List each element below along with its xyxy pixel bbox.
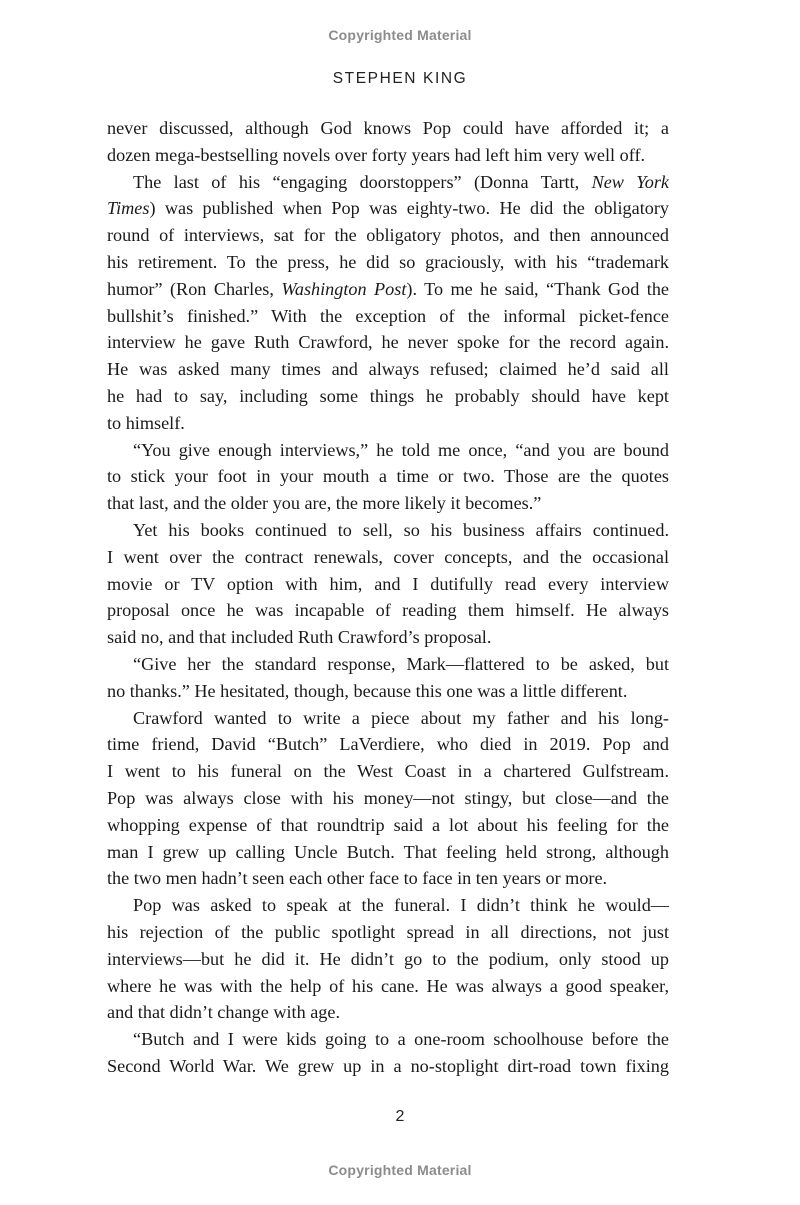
copyright-watermark-top: Copyrighted Material — [328, 27, 472, 43]
text-run: The last of his “engaging doorstoppers” (Donna Tartt, — [133, 171, 592, 192]
text-line: and that didn’t change with age. — [107, 1002, 341, 1023]
text-line: said no, and that included Ruth Crawford’s proposal. — [107, 627, 492, 648]
text-line: to himself. — [107, 412, 185, 433]
text-line: Crawford wanted to write a piece about my father and his long- — [133, 707, 669, 728]
text-line: bullshit’s finished.” With the exception of the informal picket-fence — [107, 305, 669, 326]
text-line — [107, 195, 669, 222]
italic-run: New York — [591, 171, 670, 192]
text-line: dozen mega-bestselling novels over forty years had left him very well off. — [107, 144, 646, 165]
text-line: he had to say, including some things he probably should have kept — [107, 385, 669, 406]
text-line: never discussed, although God knows Pop could have afforded it; a — [107, 118, 669, 138]
text-line: interviews—but he did it. He didn’t go to the podium, only stood up — [107, 948, 669, 969]
text-line: “Butch and I were kids going to a one-room schoolhouse before the — [133, 1029, 669, 1050]
text-line: proposal once he was incapable of reading them himself. He always — [107, 600, 669, 621]
text-line: that last, and the older you are, the more likely it becomes.” — [107, 493, 542, 514]
running-head: STEPHEN KING — [332, 70, 468, 87]
text-line: I went over the contract renewals, cover concepts, and the occasional — [107, 546, 669, 567]
text-line — [107, 276, 669, 303]
text-line: the two men hadn’t seen each other face to face in ten years or more. — [107, 868, 608, 889]
text-line: time friend, David “Butch” LaVerdiere, who died in 2019. Pop and — [107, 734, 669, 755]
text-line: He was asked many times and always refused; claimed he’d said all — [107, 359, 669, 380]
text-line: to stick your foot in your mouth a time or two. Those are the quotes — [107, 466, 669, 487]
text-line: interview he gave Ruth Crawford, he never spoke for the record again. — [107, 332, 669, 353]
copyright-watermark-bottom: Copyrighted Material — [328, 1162, 472, 1178]
italic-run: Washington Post — [281, 278, 407, 299]
text-line: Second World War. We grew up in a no-stoplight dirt-road town fixing — [107, 1055, 669, 1076]
text-line: Pop was asked to speak at the funeral. I didn’t think he would— — [133, 895, 669, 916]
text-line — [107, 169, 669, 196]
text-line: “Give her the standard response, Mark—flattered to be asked, but — [133, 653, 669, 674]
text-line: I went to his funeral on the West Coast in a chartered Gulfstream. — [107, 761, 669, 782]
text-line: Pop was always close with his money—not stingy, but close—and the — [107, 787, 669, 808]
text-line: no thanks.” He hesitated, though, because this one was a little different. — [107, 680, 628, 701]
body-text — [107, 115, 669, 1080]
italic-run: Times — [107, 198, 150, 219]
text-run: humor” (Ron Charles, — [107, 278, 282, 299]
text-line: round of interviews, sat for the obligatory photos, and then announced — [107, 225, 669, 246]
text-line: man I grew up calling Uncle Butch. That feeling held strong, although — [107, 841, 669, 862]
text-line: “You give enough interviews,” he told me once, “and you are bound — [133, 439, 669, 460]
text-line: his rejection of the public spotlight spread in all directions, not just — [107, 921, 669, 942]
text-run: ) was published when Pop was eighty-two. He did the obligatory — [149, 198, 669, 219]
text-line: where he was with the help of his cane. He was always a good speaker, — [107, 975, 669, 996]
text-line: Yet his books continued to sell, so his business affairs continued. — [133, 519, 669, 540]
text-line: movie or TV option with him, and I dutifully read every interview — [107, 573, 669, 594]
text-run: ). To me he said, “Thank God the — [406, 278, 670, 299]
text-line: whopping expense of that roundtrip said a lot about his feeling for the — [107, 814, 669, 835]
text-line: his retirement. To the press, he did so graciously, with his “trademark — [107, 251, 669, 272]
page-number: 2 — [395, 1108, 405, 1125]
